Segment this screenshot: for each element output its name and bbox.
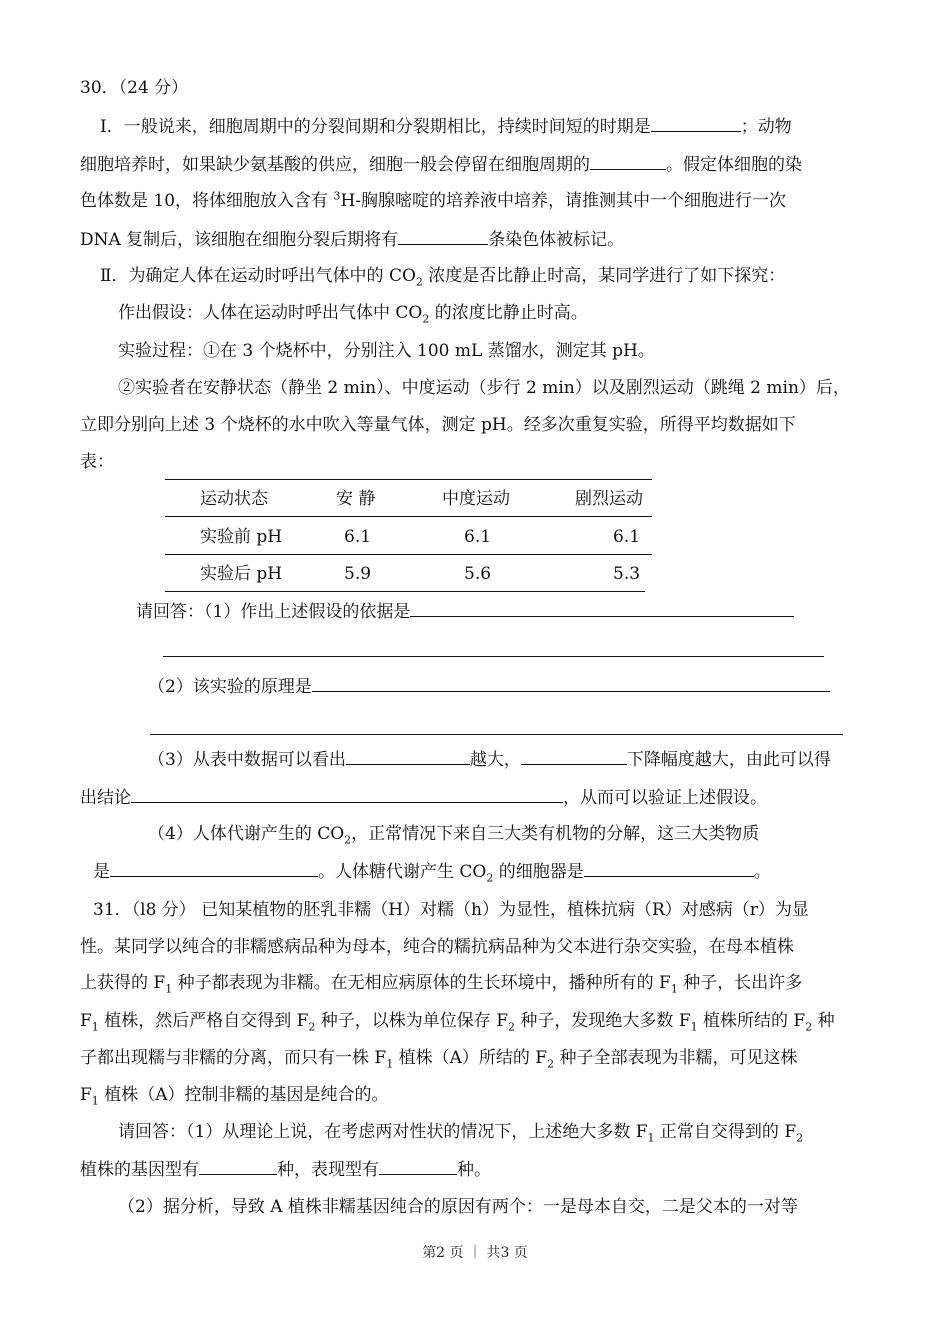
q30-part1-line1: Ⅰ．一般说来，细胞周期中的分裂间期和分裂期相比，持续时间短的时期是 ；动物	[100, 117, 792, 137]
q30-ask3-line1: （3）从表中数据可以看出 越大， 下降幅度越大，由此可以得	[148, 750, 831, 770]
answer-blank[interactable]	[131, 786, 563, 803]
q30-part1-line4: DNA 复制后，该细胞在细胞分裂后期将有 条染色体被标记。	[80, 230, 625, 250]
q30-hypothesis: 作出假设：人体在运动时呼出气体中 $CO_2$ 的浓度比静止时高。	[118, 303, 588, 326]
q31-line4: $F_1$ 植株，然后严格自交得到 $F_2$ 种子，以株为单位保存 $F_2$ 种子，发现绝大多数 $F_1$ 植株所结的 $F_2$ 种	[80, 1011, 835, 1034]
answer-blank-line[interactable]	[150, 718, 843, 735]
table-cell: 5.9	[344, 564, 372, 584]
q30-ask4-line2: 是 。人体糖代谢产生 $CO_2$ 的细胞器是 。	[93, 862, 771, 885]
answer-blank[interactable]	[590, 153, 666, 170]
page-footer: 第2 页 ｜ 共3 页	[422, 1245, 528, 1261]
q30-ask2: （2）该实验的原理是	[148, 675, 830, 698]
answer-blank[interactable]	[312, 675, 830, 692]
table-top-rule	[165, 479, 652, 480]
table-row-label: 实验后 pH	[200, 564, 283, 584]
table-bottom-rule	[165, 591, 645, 592]
answer-blank[interactable]	[398, 228, 488, 245]
table-header-cell: 中度运动	[442, 489, 510, 509]
table-cell: 5.3	[613, 564, 641, 584]
q31-line1: 31．（l8 分） 已知某植物的胚乳非糯（H）对糯（h）为显性，植株抗病（R）对感病（r）为显	[93, 900, 809, 920]
answer-blank[interactable]	[346, 748, 470, 765]
answer-blank[interactable]	[584, 860, 754, 877]
q30-procedure-step2-line3: 表：	[80, 452, 114, 472]
answer-blank-line[interactable]	[163, 640, 824, 657]
q30-procedure-step2-line2: 立即分别向上述 3 个烧杯的水中吹入等量气体，测定 pH。经多次重复实验，所得平均数据如下	[80, 415, 796, 435]
q31-line3: 上获得的 $F_1$ 种子都表现为非糯。在无相应病原体的生长环境中，播种所有的 $F_1$ 种子，长出许多	[80, 973, 803, 996]
table-header-cell: 剧烈运动	[575, 489, 643, 509]
table-header-rule	[165, 516, 652, 517]
q30-procedure-step1: 实验过程：①在 3 个烧杯中，分别注入 100 mL 蒸馏水，测定其 pH。	[118, 341, 655, 361]
q30-part2-line1: Ⅱ．为确定人体在运动时呼出气体中的 $CO_2$ 浓度是否比静止时高，某同学进行了如下探究：	[100, 266, 786, 289]
answer-blank[interactable]	[410, 600, 794, 617]
table-row-rule	[165, 554, 652, 555]
table-cell: 6.1	[613, 527, 641, 547]
table-row-label: 实验前 pH	[200, 527, 283, 547]
q31-line6: $F_1$ 植株（A）控制非糯的基因是纯合的。	[80, 1085, 389, 1108]
answer-blank[interactable]	[199, 1158, 277, 1175]
answer-blank[interactable]	[379, 1158, 457, 1175]
q30-part1-line2: 细胞培养时，如果缺少氨基酸的供应，细胞一般会停留在细胞周期的 。假定体细胞的染	[80, 155, 802, 175]
answer-blank[interactable]	[521, 748, 627, 765]
table-cell: 6.1	[344, 527, 372, 547]
q30-ask4-line1: （4）人体代谢产生的 $CO_2$，正常情况下来自三大类有机物的分解，这三大类物质	[148, 824, 760, 847]
q30-header: 30．（24 分）	[80, 78, 189, 98]
table-cell: 6.1	[464, 527, 492, 547]
answer-blank[interactable]	[110, 860, 318, 877]
q31-ask2: （2）据分析，导致 A 植株非糯基因纯合的原因有两个：一是母本自交，二是父本的一对等	[118, 1197, 798, 1217]
q30-ask1: 请回答：（1）作出上述假设的依据是	[136, 600, 794, 623]
answer-blank[interactable]	[651, 115, 741, 132]
q30-part1-line3: 色体数是 10，将体细胞放入含有 $^3$H-胸腺嘧啶的培养液中培养，请推测其中一个细胞进行一次	[80, 189, 787, 211]
table-cell: 5.6	[464, 564, 492, 584]
q30-procedure-step2-line1: ②实验者在安静状态（静坐 2 min）、中度运动（步行 2 min）以及剧烈运动（跳绳 2 min）后，	[118, 378, 850, 398]
table-header-cell: 安 静	[336, 489, 376, 509]
q31-line5: 子都出现糯与非糯的分离，而只有一株 $F_1$ 植株（A）所结的 $F_2$ 种子全部表现为非糯，可见这株	[80, 1048, 798, 1071]
table-header-cell: 运动状态	[200, 489, 268, 509]
q31-ask1-line1: 请回答：（1）从理论上说，在考虑两对性状的情况下，上述绝大多数 $F_1$ 正常自交得到的 $F_2$	[118, 1122, 804, 1145]
q31-ask1-line2: 植株的基因型有 种，表现型有 种。	[80, 1160, 491, 1180]
q31-line2: 性。某同学以纯合的非糯感病品种为母本，纯合的糯抗病品种为父本进行杂交实验，在母本植株	[80, 937, 794, 957]
q30-ask3-line2: 出结论 ，从而可以验证上述假设。	[80, 788, 767, 808]
